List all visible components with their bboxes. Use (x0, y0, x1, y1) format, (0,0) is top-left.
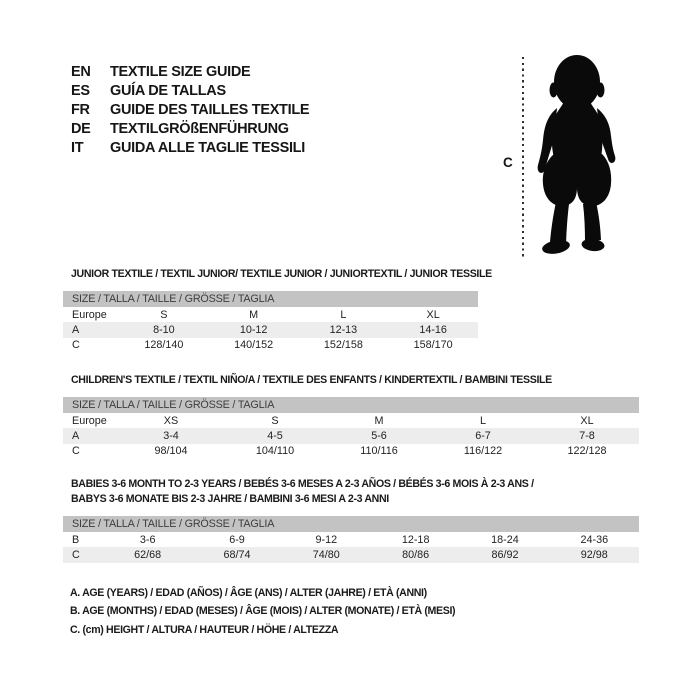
size-table-children (63, 397, 639, 459)
language-title: GUIDE DES TAILLES TEXTILE (110, 101, 310, 118)
size-cell: L (340, 308, 347, 321)
language-row-it (71, 138, 309, 157)
size-cell: 98/104 (154, 445, 188, 458)
size-header-bar: SIZE / TALLA / TAILLE / GRÖSSE / TAGLIA (63, 397, 639, 413)
size-cell: 104/110 (255, 445, 295, 458)
language-code: DE (71, 120, 91, 137)
dimension-label-c: C (503, 155, 513, 170)
size-cell: 10-12 (239, 324, 268, 337)
size-cell: 4-5 (267, 430, 283, 443)
size-cell: S (271, 414, 279, 427)
table-row-age (63, 428, 639, 443)
size-cell: 12-13 (329, 324, 358, 337)
size-cell: 7-8 (579, 430, 595, 443)
language-code: ES (71, 83, 90, 100)
height-dimension-line (522, 57, 524, 258)
size-cell: 158/170 (413, 339, 453, 352)
language-row-es (71, 82, 309, 101)
row-label-cell: C (72, 445, 80, 458)
table-row-age (63, 322, 478, 337)
size-header-bar: SIZE / TALLA / TAILLE / GRÖSSE / TAGLIA (63, 291, 478, 307)
row-label-cell: C (72, 549, 80, 562)
size-cell: XL (426, 308, 440, 321)
footnote-b: B. AGE (MONTHS) / EDAD (MESES) / ÂGE (MOIS) / ALTER (MONATE) / ETÀ (MESI) (70, 605, 456, 618)
size-cell: 6-9 (229, 533, 245, 546)
size-cell: 5-6 (371, 430, 387, 443)
size-cell: 110/116 (360, 445, 398, 458)
size-cell: 14-16 (419, 324, 447, 337)
language-code: IT (71, 139, 84, 156)
size-cell: 62/68 (134, 549, 162, 562)
section-heading-babies (71, 477, 534, 507)
table-row-europe (63, 307, 478, 322)
table-row-height (63, 547, 639, 562)
size-cell: 152/158 (323, 339, 363, 352)
size-cell: M (374, 414, 384, 427)
size-table-junior (63, 291, 478, 353)
size-cell: 6-7 (475, 430, 491, 443)
size-cell: 140/152 (234, 339, 274, 352)
language-title: TEXTILGRÖßENFÜHRUNG (110, 120, 289, 137)
size-cell: 24-36 (580, 533, 609, 546)
size-cell: 74/80 (312, 549, 340, 562)
size-cell: M (249, 308, 259, 321)
language-code: FR (71, 101, 90, 118)
size-cell: 116/122 (463, 445, 503, 458)
size-cell: 9-12 (315, 533, 338, 546)
size-cell: XL (580, 414, 594, 427)
language-code: EN (71, 64, 91, 81)
row-label-cell: C (72, 339, 80, 352)
table-row-europe (63, 413, 639, 428)
heading-line: BABYS 3-6 MONATE BIS 2-3 JAHRE / BAMBINI 3-6 MESI A 2-3 ANNI (71, 493, 389, 505)
size-cell: XS (163, 414, 179, 427)
size-cell: 128/140 (144, 339, 184, 352)
size-cell: S (160, 308, 168, 321)
size-cell: 3-4 (163, 430, 179, 443)
section-heading-junior (71, 267, 492, 282)
size-header-bar: SIZE / TALLA / TAILLE / GRÖSSE / TAGLIA (63, 516, 639, 532)
footnote-a: A. AGE (YEARS) / EDAD (AÑOS) / ÂGE (ANS) / ALTER (JAHRE) / ETÀ (ANNI) (70, 587, 427, 599)
size-cell: 86/92 (491, 549, 519, 562)
size-cell: 80/86 (402, 549, 430, 562)
language-title-block (71, 63, 309, 157)
size-cell: 8-10 (153, 324, 175, 337)
size-cell: L (479, 414, 486, 427)
row-label-cell: Europe (72, 414, 107, 427)
baby-silhouette-icon (530, 54, 620, 260)
size-cell: 68/74 (223, 549, 251, 562)
size-cell: 3-6 (139, 533, 156, 546)
language-title: TEXTILE SIZE GUIDE (110, 64, 251, 81)
row-label-cell: Europe (72, 308, 107, 321)
table-row-age-months (63, 532, 639, 547)
language-title: GUÍA DE TALLAS (110, 83, 226, 100)
row-label-cell: A (72, 430, 80, 443)
size-cell: 122/128 (567, 445, 607, 458)
table-row-height (63, 338, 478, 353)
footnotes-block (70, 584, 455, 639)
size-cell: 18-24 (491, 533, 519, 546)
heading-line: JUNIOR TEXTILE / TEXTIL JUNIOR/ TEXTILE JUNIOR / JUNIORTEXTIL / JUNIOR TESSILE (71, 268, 492, 280)
language-row-de (71, 119, 309, 138)
language-row-en (71, 63, 309, 82)
table-row-height (63, 444, 639, 459)
heading-line: CHILDREN'S TEXTILE / TEXTIL NIÑO/A / TEXTILE DES ENFANTS / KINDERTEXTIL / BAMBINI TESSILE (71, 374, 552, 386)
size-table-babies (63, 516, 639, 563)
section-heading-children (71, 373, 552, 388)
language-row-fr (71, 101, 309, 120)
heading-line: BABIES 3-6 MONTH TO 2-3 YEARS / BEBÉS 3-6 MESES A 2-3 AÑOS / BÉBÉS 3-6 MOIS À 2-3 ANS / (71, 478, 534, 490)
language-title: GUIDA ALLE TAGLIE TESSILI (110, 139, 305, 156)
row-label-cell: A (72, 324, 80, 337)
footnote-c: C. (cm) HEIGHT / ALTURA / HAUTEUR / HÖHE / ALTEZZA (70, 623, 339, 636)
row-label-cell: B (72, 533, 80, 546)
size-cell: 92/98 (580, 549, 608, 562)
size-cell: 12-18 (401, 533, 430, 546)
